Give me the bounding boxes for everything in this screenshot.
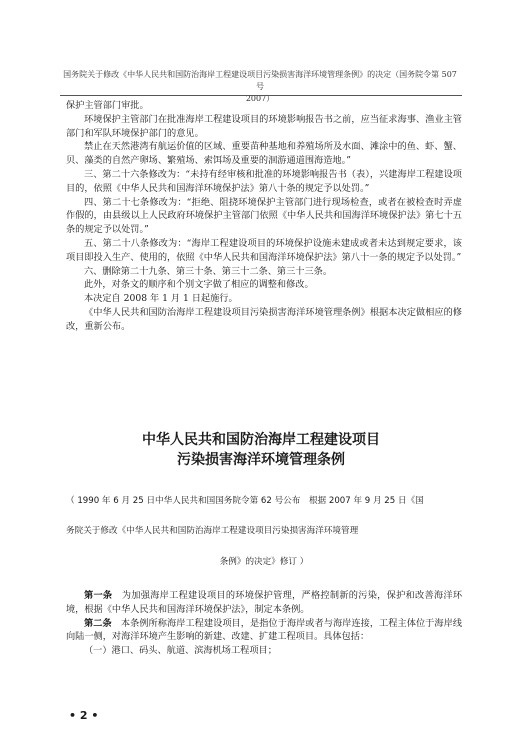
article-2-text: 本条例所称海岸工程建设项目，是指位于海岸或者与海岸连接，工程主体位于海岸线向陆一侧，对海洋环境产生影响的新建、改建、扩建工程项目。具体包括： [66, 617, 463, 643]
amendment-paragraph: 保护主管部门审批。 [66, 100, 149, 111]
article-2 [66, 617, 462, 645]
source-note-line-2: 务院关于修改《中华人民共和国防治海岸工程建设项目污染损害海洋环境管理 [66, 526, 359, 536]
amendment-item-6: 六、删除第二十九条、第三十条、第三十二条、第三十三条。 [84, 265, 333, 277]
article-1-text: 为加强海岸工程建设项目的环境保护管理，严格控制新的污染，保护和改善海洋环境，根据《中华人民共和国海洋环境保护法》，制定本条例。 [66, 590, 463, 615]
amendment-text [66, 99, 462, 334]
amendment-paragraph: 禁止在天然港湾有航运价值的区域、重要苗种基地和养殖场所及水面、滩涂中的鱼、虾、蟹、贝、藻类的自然产卵场、繁殖场、索饵场及重要的洄游通道围海造地。” [66, 141, 462, 167]
running-header-line-2: 2007） [245, 94, 275, 103]
article-2-label: 第二条 [84, 617, 112, 629]
regulation-title-line-1: 中华人民共和国防治海岸工程建设项目 [142, 432, 380, 448]
running-header-line-1: 国务院关于修改《中华人民共和国防治海岸工程建设项目污染损害海洋环境管理条例》的决定（国务院令第 507 号 [63, 70, 457, 91]
page-number: • 2 • [69, 709, 99, 722]
regulation-articles [66, 589, 462, 658]
header-rule [60, 95, 462, 96]
amendment-item-5: 五、第二十八条修改为：“海岸工程建设项目的环境保护设施未建成或者未达到规定要求，该项目即投入生产、使用的，依照《中华人民共和国海洋环境保护法》第八十一条的规定予以处罚。” [66, 237, 462, 263]
regulation-title-line-2: 污染损害海洋环境管理条例 [177, 452, 345, 468]
amendment-paragraph: 此外，对条文的顺序和个别文字做了相应的调整和修改。 [84, 279, 314, 291]
source-note-line-3: 条例》的决定》修订 ） [219, 557, 309, 567]
effective-date: 本决定自 2008 年 1 月 1 日起施行。 [84, 293, 238, 305]
amendment-paragraph: 环境保护主管部门在批准海岸工程建设项目的环境影响报告书之前，应当征求海事、渔业主管部门和军队环境保护部门的意见。 [66, 113, 462, 139]
amendment-item-4: 四、第二十七条修改为：“拒绝、阻挠环境保护主管部门进行现场检查，或者在被检查时弄虚作假的，由县级以上人民政府环境保护主管部门依照《中华人民共和国海洋环境保护法》第七十五条的规定予以处罚。” [66, 196, 462, 236]
amendment-paragraph: 《中华人民共和国防治海岸工程建设项目污染损害海洋环境管理条例》根据本决定做相应的修改，重新公布。 [66, 306, 462, 332]
article-1 [66, 589, 462, 617]
article-1-label: 第一条 [84, 590, 113, 601]
source-note-line-1: （ 1990 年 6 月 25 日中华人民共和国国务院令第 62 号公布 根据 2007 年 9 月 25 日《国 [66, 496, 424, 506]
article-2-item-1: （一）港口、码头、航道、滨海机场工程项目； [84, 645, 277, 657]
amendment-item-3: 三、第二十六条修改为：“未持有经审核和批准的环境影响报告书（表），兴建海岸工程建设项目的，依照《中华人民共和国海洋环境保护法》第八十条的规定予以处罚。” [66, 168, 462, 194]
